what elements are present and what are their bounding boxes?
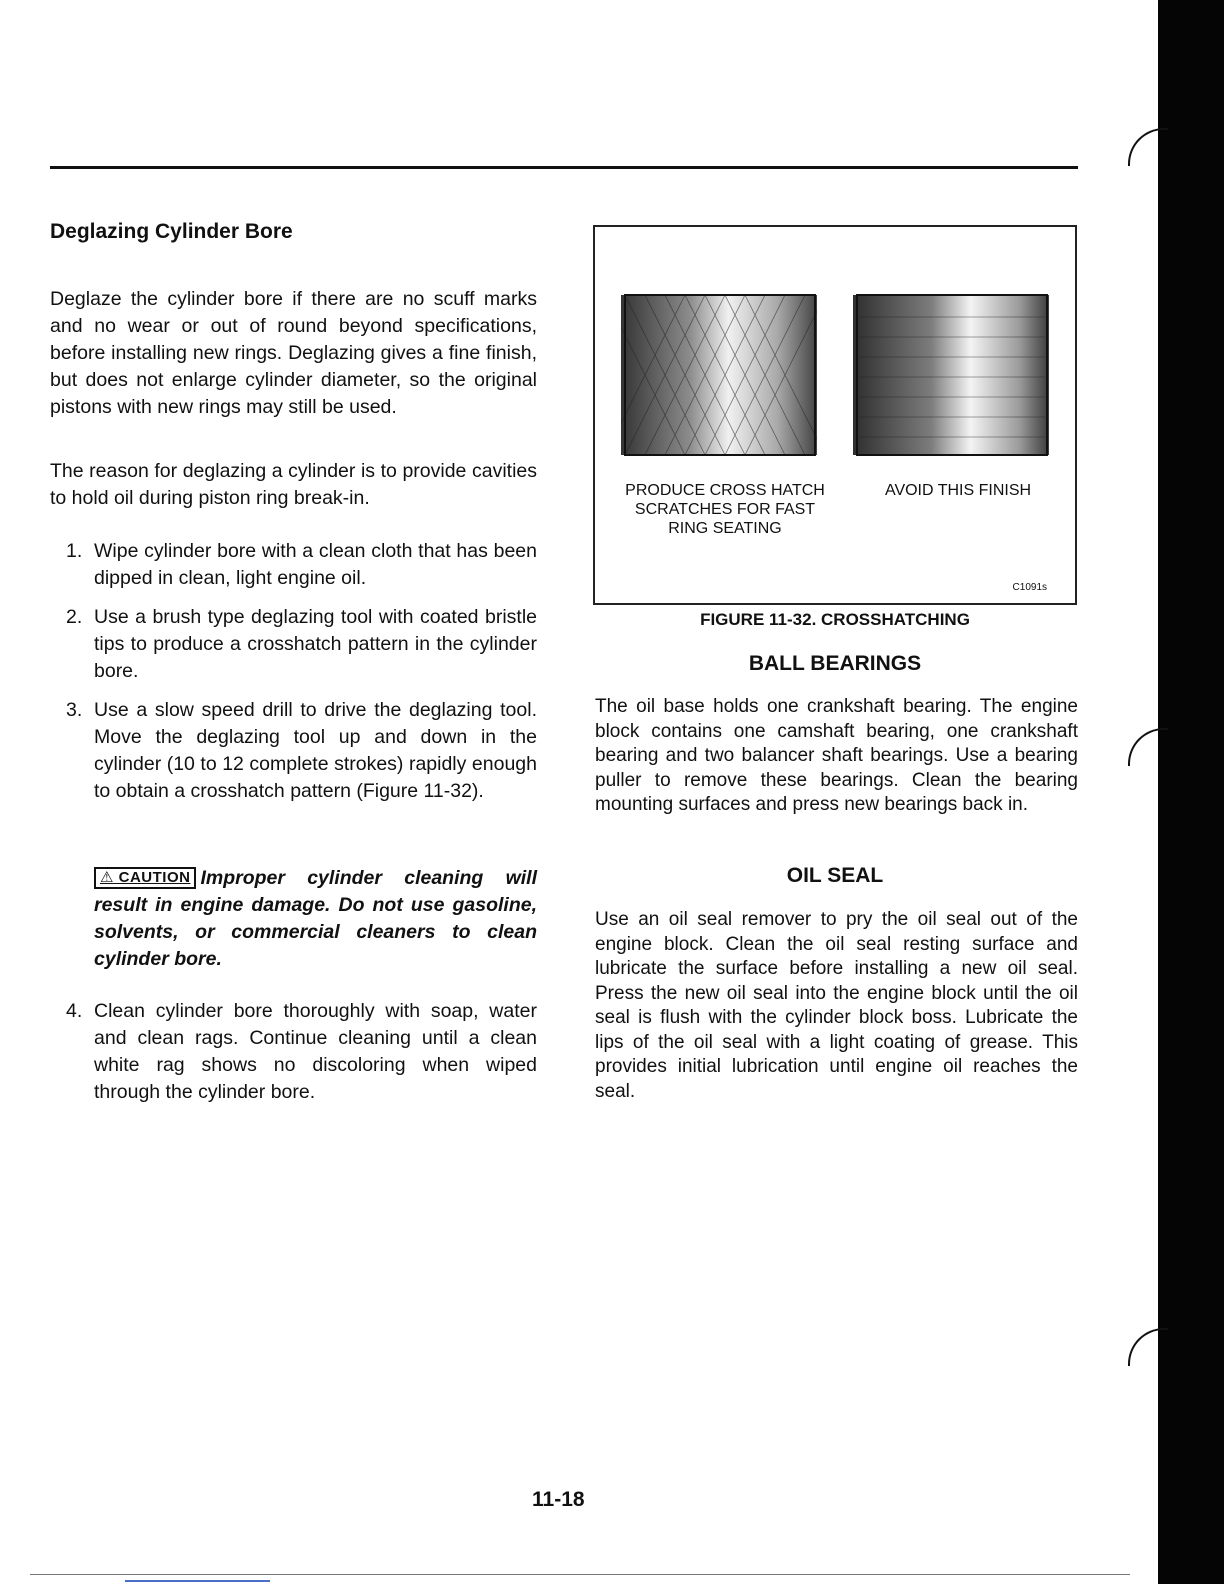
footer-rule (30, 1574, 1130, 1575)
deglazing-steps-list (50, 538, 537, 817)
figure-code: C1091s (1012, 582, 1047, 593)
figure-title: FIGURE 11-32. CROSSHATCHING (700, 610, 970, 629)
page-number: 11-18 (532, 1488, 585, 1511)
section-heading-deglazing: Deglazing Cylinder Bore (50, 220, 293, 243)
figure-caption-avoid: AVOID THIS FINISH (884, 482, 1032, 499)
step-text: Clean cylinder bore thoroughly with soap, water and clean rags. Continue cleaning until a clean white rag shows no discoloring when wiped through the cylinder bore. (94, 1000, 537, 1103)
list-item (50, 538, 537, 592)
step-number: 3. (66, 699, 83, 721)
crosshatch-figure (593, 225, 1077, 605)
caution-note (94, 865, 537, 973)
header-rule (50, 166, 1078, 169)
deglazing-reason-paragraph: The reason for deglazing a cylinder is to provide cavities to hold oil during piston ring break-in. (50, 460, 537, 509)
cylinder-bore-illustration (595, 227, 1075, 603)
glazed-bore-image (853, 295, 1049, 455)
oil-seal-paragraph: Use an oil seal remover to pry the oil seal out of the engine block. Clean the oil seal resting surface and lubricate the surface before installing a new oil seal. Press the new oil seal into the engine block until the oil seal is flush with the cylinder block boss. Lubricate the lips of the oil seal with a light coating of grease. This provides initial lubrication until engine oil reaches the seal. (595, 909, 1078, 1102)
section-heading-ball-bearings: BALL BEARINGS (748, 652, 922, 675)
list-item (50, 604, 537, 685)
binder-ring-bottom (1128, 1328, 1168, 1366)
ball-bearings-paragraph: The oil base holds one crankshaft bearing. The engine block contains one camshaft bearing, one crankshaft bearing and two balancer shaft bearings. Use a bearing puller to remove these bearings. Clean the bearing mounting surfaces and press new bearings back in. (595, 696, 1078, 815)
deglazing-steps-list-continued (50, 998, 537, 1118)
section-heading-oil-seal: OIL SEAL (786, 864, 884, 887)
step-number: 4. (66, 1000, 83, 1022)
deglazing-intro-paragraph: Deglaze the cylinder bore if there are no scuff marks and no wear or out of round beyond specifications, before installing new rings. Deglazing gives a fine finish, but does not enlarge cylinder diameter, so the original pistons with new rings may still be used. (50, 288, 537, 418)
binder-ring-top (1128, 128, 1168, 166)
binder-ring-middle (1128, 728, 1168, 766)
caution-text: Improper cylinder cleaning will result in engine damage. Do not use gasoline, solvents, or commercial cleaners to clean cylinder bore. (94, 867, 537, 970)
step-text: Wipe cylinder bore with a clean cloth that has been dipped in clean, light engine oil. (94, 540, 537, 589)
step-text: Use a brush type deglazing tool with coated bristle tips to produce a crosshatch pattern in the cylinder bore. (94, 606, 537, 682)
step-number: 2. (66, 606, 83, 628)
list-item (50, 697, 537, 805)
step-text: Use a slow speed drill to drive the deglazing tool. Move the deglazing tool up and down in the cylinder (10 to 12 complete strokes) rapidly enough to obtain a crosshatch pattern (Figure 11-32). (94, 699, 537, 802)
list-item (50, 998, 537, 1106)
footer-rule-accent (125, 1580, 270, 1582)
caution-badge: ⚠ CAUTION (94, 867, 196, 889)
crosshatch-bore-image (605, 295, 825, 455)
step-number: 1. (66, 540, 83, 562)
figure-caption-crosshatch: PRODUCE CROSS HATCH SCRATCHES FOR FAST RING SEATING (625, 482, 825, 537)
